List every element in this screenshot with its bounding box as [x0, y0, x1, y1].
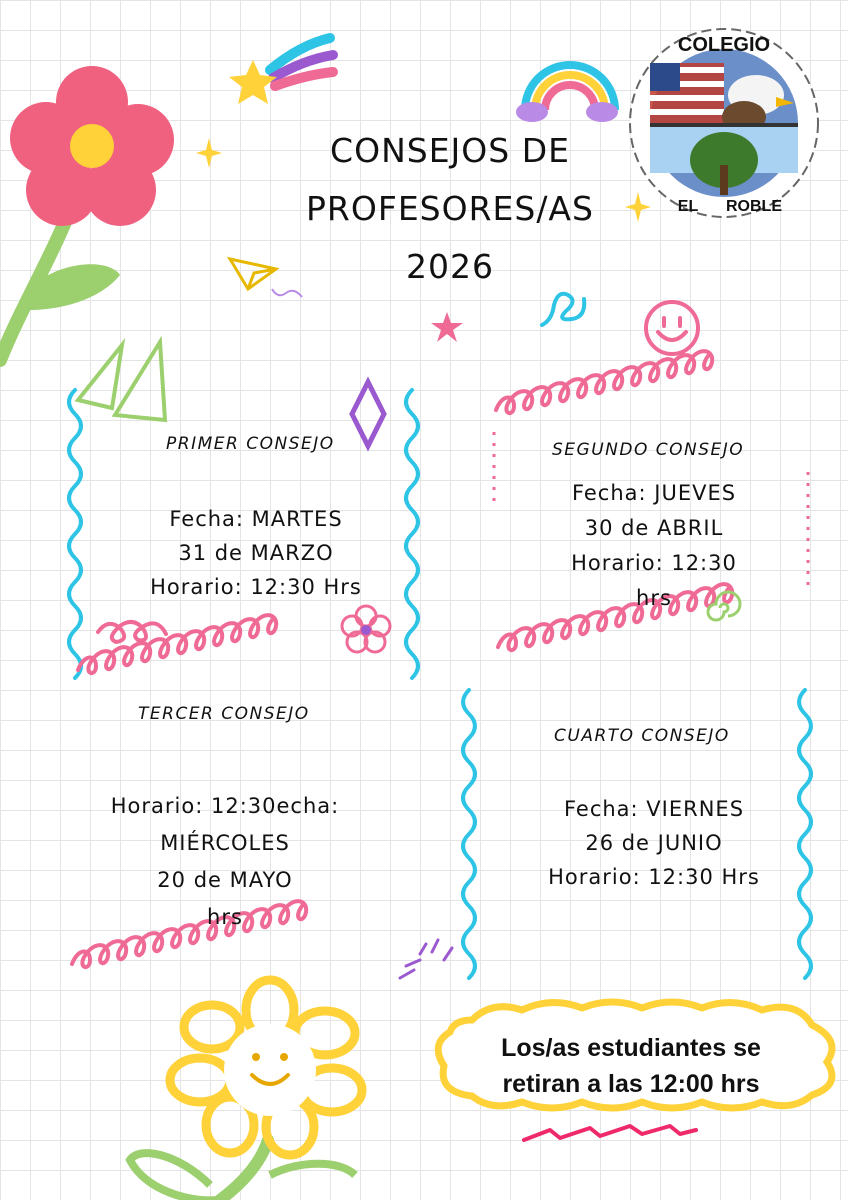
pink-flower-decoration	[0, 60, 190, 350]
council-1-time: Horario: 12:30 Hrs	[150, 575, 362, 599]
council-3-heading: TERCER CONSEJO	[138, 704, 310, 724]
council-1-date: Fecha: MARTES	[169, 507, 343, 531]
council-2-day: 30 de ABRIL	[584, 516, 724, 540]
title-line-1: CONSEJOS DE	[330, 131, 570, 170]
note-line-2: retiran a las 12:00 hrs	[502, 1070, 760, 1098]
council-2-time-unit: hrs	[636, 586, 672, 610]
dismissal-note	[450, 1030, 812, 1102]
smiley-icon	[642, 298, 702, 358]
page-title	[250, 122, 650, 296]
council-4-day: 26 de JUNIO	[585, 831, 723, 855]
council-2-time: Horario: 12:30	[571, 551, 737, 575]
note-line-1: Los/as estudiantes se	[501, 1034, 761, 1062]
council-3-details	[80, 788, 370, 936]
council-1-details	[118, 502, 394, 604]
burst-decoration	[396, 940, 456, 980]
frame-3-decoration	[66, 940, 386, 980]
council-2-details	[536, 476, 772, 616]
council-3-day: 20 de MAYO	[157, 868, 293, 892]
sunflower-decoration	[120, 975, 380, 1200]
council-3-time: Horario: 12:30echa:	[110, 794, 340, 818]
council-1-heading: PRIMER CONSEJO	[166, 434, 335, 454]
title-line-2: PROFESORES/AS	[306, 189, 594, 228]
council-2-heading: SEGUNDO CONSEJO	[552, 440, 745, 460]
council-4-details	[520, 792, 788, 894]
logo-top-text: COLEGIO	[677, 34, 771, 56]
council-4-date: Fecha: VIERNES	[563, 797, 745, 821]
council-1-day: 31 de MARZO	[178, 541, 334, 565]
title-line-3: 2026	[406, 247, 494, 286]
logo-bottom-right-text: ROBLE	[726, 198, 782, 215]
logo-bottom-left-text: EL	[677, 198, 699, 215]
star-icon	[430, 312, 464, 342]
council-3-date: MIÉRCOLES	[160, 831, 290, 855]
sparkle-icon	[196, 138, 222, 168]
council-4-time: Horario: 12:30 Hrs	[548, 865, 760, 889]
shooting-star-decoration	[225, 30, 340, 110]
rainbow-decoration	[510, 50, 620, 125]
school-logo	[626, 25, 822, 221]
pink-scribble-decoration	[520, 1122, 700, 1146]
council-3-time-unit: hrs	[207, 905, 243, 929]
council-2-date: Fecha: JUEVES	[571, 481, 737, 505]
council-4-heading: CUARTO CONSEJO	[554, 726, 730, 746]
